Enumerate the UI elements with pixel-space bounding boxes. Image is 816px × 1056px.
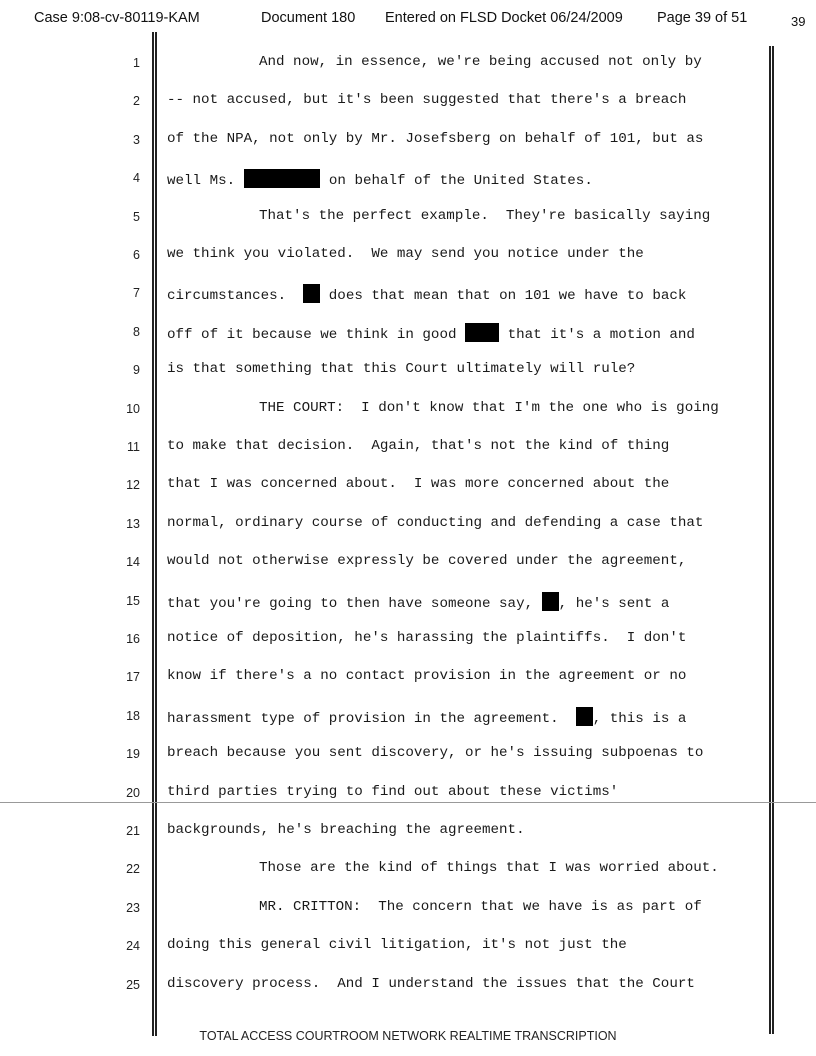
case-number: Case 9:08-cv-80119-KAM (34, 10, 200, 26)
line-text-segment: of the NPA, not only by Mr. Josefsberg on behalf of 101, but as (167, 130, 704, 147)
line-number: 4 (133, 171, 140, 186)
line-text-segment: know if there's a no contact provision in the agreement or no (167, 668, 687, 685)
transcript-line (259, 208, 710, 224)
transcript-line (167, 553, 686, 569)
line-text-segment: harassment type of provision in the agreement. (167, 710, 576, 727)
page-of-total: Page 39 of 51 (657, 10, 748, 26)
line-number: 21 (126, 824, 140, 838)
transcript-line (167, 169, 593, 189)
line-number: 10 (126, 401, 140, 416)
transcript-footer: TOTAL ACCESS COURTROOM NETWORK REALTIME TRANSCRIPTION (199, 1029, 617, 1043)
redaction-block (542, 592, 559, 611)
transcript-line (259, 400, 719, 416)
line-text-segment: on behalf of the United States. (320, 173, 593, 190)
left-margin-rule-inner (155, 32, 157, 1036)
line-text-segment: THE COURT: I don't know that I'm the one who is going (259, 399, 719, 416)
line-number: 3 (133, 132, 140, 147)
transcript-line (167, 937, 627, 953)
line-text-segment: that it's a motion and (499, 326, 695, 343)
line-number: 15 (126, 593, 140, 608)
line-text-segment: breach because you sent discovery, or he's issuing subpoenas to (167, 745, 704, 762)
line-number: 25 (126, 977, 140, 992)
left-margin-rule (152, 32, 154, 1036)
transcript-line (259, 860, 719, 876)
line-number: 24 (126, 939, 140, 954)
line-text-segment: third parties trying to find out about these victims' (167, 783, 619, 800)
docket-entry: Entered on FLSD Docket 06/24/2009 (385, 10, 623, 26)
line-number: 22 (126, 862, 140, 877)
line-text-segment: backgrounds, he's breaching the agreement. (167, 822, 525, 838)
line-text-segment: -- not accused, but it's been suggested that there's a breach (167, 92, 687, 109)
line-number: 1 (133, 56, 140, 70)
scan-rule (0, 802, 816, 803)
line-number: 9 (133, 363, 140, 378)
line-number: 14 (126, 555, 140, 570)
transcript-line (167, 668, 686, 684)
line-number: 13 (126, 516, 140, 531)
line-text-segment: discovery process. And I understand the issues that the Court (167, 975, 695, 992)
line-text-segment: , this is a (592, 710, 687, 727)
line-text-segment: is that something that this Court ultimately will rule? (167, 361, 636, 378)
transcript-line (167, 92, 686, 108)
line-number: 5 (133, 209, 140, 224)
line-text-segment: off of it because we think in good (167, 326, 465, 343)
transcript-line (259, 899, 702, 915)
line-number: 19 (126, 747, 140, 762)
transcript-line (167, 438, 669, 454)
transcript-line (167, 976, 695, 992)
line-number: 11 (127, 440, 140, 454)
transcript-line (259, 54, 702, 70)
line-text-segment: would not otherwise expressly be covered under the agreement, (167, 553, 687, 570)
line-text-segment: normal, ordinary course of conducting and defending a case that (167, 514, 704, 531)
transcript-line (167, 707, 686, 727)
line-text-segment: Those are the kind of things that I was worried about. (259, 860, 719, 877)
transcript-line (167, 822, 525, 838)
transcript-line (167, 630, 686, 646)
transcript-line (167, 361, 635, 377)
right-margin-rule (769, 46, 771, 1034)
line-text-segment: doing this general civil litigation, it's not just the (167, 937, 627, 954)
line-text-segment: that I was concerned about. I was more concerned about the (167, 476, 670, 493)
line-number: 23 (126, 900, 140, 915)
line-number: 7 (133, 286, 140, 301)
transcript-line (167, 592, 669, 612)
line-number: 18 (126, 708, 140, 723)
transcript-line (167, 476, 669, 492)
right-margin-rule-inner (772, 46, 774, 1034)
line-text-segment: , he's sent a (558, 595, 670, 612)
transcript-line (167, 745, 703, 761)
redaction-block (303, 284, 320, 303)
transcript-line (167, 246, 644, 262)
redaction-block (244, 169, 321, 188)
document-number: Document 180 (261, 10, 356, 26)
line-number: 6 (133, 248, 140, 262)
line-text-segment: notice of deposition, he's harassing the plaintiffs. I don't (167, 630, 687, 646)
redaction-block (465, 323, 499, 342)
transcript-line (167, 284, 686, 304)
line-number: 8 (133, 324, 140, 339)
line-text-segment: That's the perfect example. They're basically saying (259, 207, 711, 224)
line-text-segment: we think you violated. We may send you notice under the (167, 246, 644, 262)
filing-header (0, 0, 816, 28)
transcript-page-number: 39 (791, 14, 806, 29)
line-text-segment: And now, in essence, we're being accused not only by (259, 54, 702, 70)
redaction-block (576, 707, 593, 726)
line-number: 2 (133, 94, 140, 109)
transcript-line (167, 323, 695, 343)
line-number: 17 (126, 670, 140, 685)
transcript-line (167, 515, 703, 531)
line-number: 20 (126, 785, 140, 800)
transcript-line (167, 131, 703, 147)
line-text-segment: to make that decision. Again, that's not the kind of thing (167, 438, 670, 454)
transcript-line (167, 784, 618, 800)
line-number: 16 (126, 632, 140, 646)
line-number: 12 (126, 478, 140, 493)
line-text-segment: does that mean that on 101 we have to back (320, 288, 687, 305)
line-text-segment: that you're going to then have someone say, (167, 595, 542, 612)
line-text-segment: well Ms. (167, 173, 244, 190)
line-text-segment: circumstances. (167, 288, 304, 305)
line-text-segment: MR. CRITTON: The concern that we have is as part of (259, 898, 702, 915)
